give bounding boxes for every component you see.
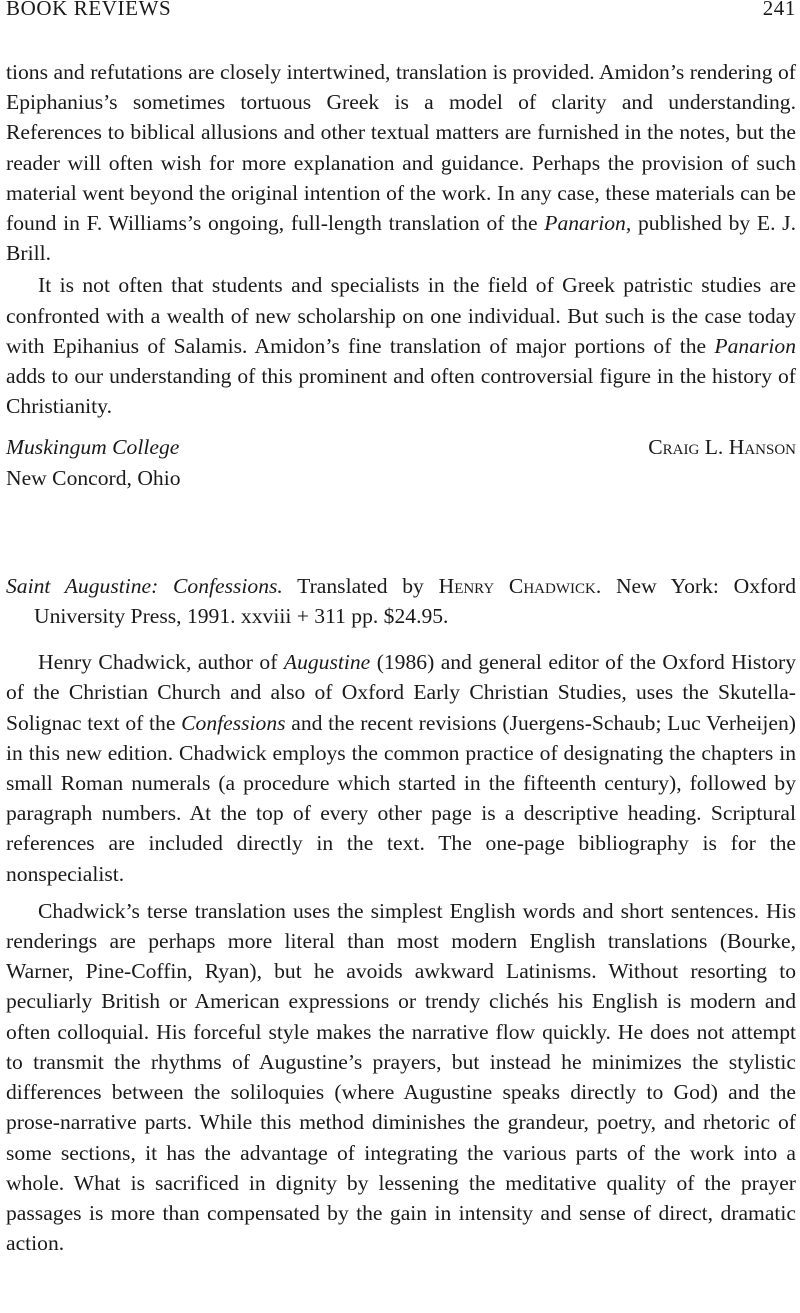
running-head — [6, 0, 796, 32]
reviewer-institution: Muskingum College — [6, 435, 180, 460]
paragraph: Henry Chadwick, author of Augustine (1986) and general editor of the Oxford History of the Christian Church and also of Oxford Early Christian Studies, uses the Skutella-Solignac text of the Confessions and the recent revisions (Juergens-Schaub; Luc Verheijen) in this new edition. Chadwick employs the common practice of designating the chapters in small Roman numerals (a procedure which started in the fifteenth century), followed by paragraph numbers. At the top of every other page is a descriptive heading. Scriptural references are included directly in the text. The one-page bibliography is for the nonspecialist. — [6, 650, 797, 886]
review-body — [6, 647, 796, 1258]
section-title: BOOK REVIEWS — [6, 0, 172, 20]
review-continuation — [6, 57, 796, 421]
paragraph: Chadwick’s terse translation uses the simplest English words and short sentences. His renderings are perhaps more literal than most modern English translations (Bourke, Warner, Pine-Coffin, Ryan), but he avoids awkward Latinisms. Without resorting to peculiarly British or American expressions or trendy clichés his English is modern and often colloquial. His forceful style makes the narrative flow quickly. He does not attempt to transmit the rhythms of Augustine’s prayers, but instead he minimizes the stylistic differences between the soliloquies (where Augustine speaks directly to God) and the prose-narrative parts. While this method diminishes the grandeur, poetry, and rhetoric of some sections, it has the advantage of integrating the various parts of the work into a whole. What is sacrificed in dignity by lessening the meditative quality of the prayer passages is more than compensated by the gain in intensity and sense of direct, dramatic action. — [6, 898, 796, 1256]
book-title: Saint Augustine: Confessions. — [6, 573, 283, 598]
reviewer-location: New Concord, Ohio — [6, 465, 181, 490]
reviewer-signature — [6, 432, 796, 492]
page-number: 241 — [762, 0, 796, 20]
paragraph: tions and refutations are closely intertwined, translation is provided. Amidon’s rendering of Epiphanius’s sometimes tortuous Greek is a model of clarity and understanding. References to biblical allusions and other textual matters are furnished in the notes, but the reader will often wish for more explanation and guidance. Perhaps the provision of such material went beyond the original intention of the work. In any case, these materials can be found in F. Williams’s ongoing, full-length translation of the Panarion, published by E. J. Brill. — [6, 60, 796, 266]
translator-name: Henry Chadwick — [438, 573, 596, 598]
paragraph: It is not often that students and specialists in the field of Greek patristic studies are confronted with a wealth of new scholarship on one individual. But such is the case today with Epihanius of Salamis. Amidon’s fine translation of major portions of the Panarion adds to our understanding of this prominent and often controversial figure in the history of Christianity. — [6, 273, 796, 419]
reviewer-name: Craig L. Hanson — [648, 435, 796, 460]
book-citation: Saint Augustine: Confessions. Translated by Henry Chadwick. New York: Oxford University Press, 1991. xxviii + 311 pp. $24.95. — [6, 573, 796, 629]
journal-page — [6, 0, 796, 1258]
